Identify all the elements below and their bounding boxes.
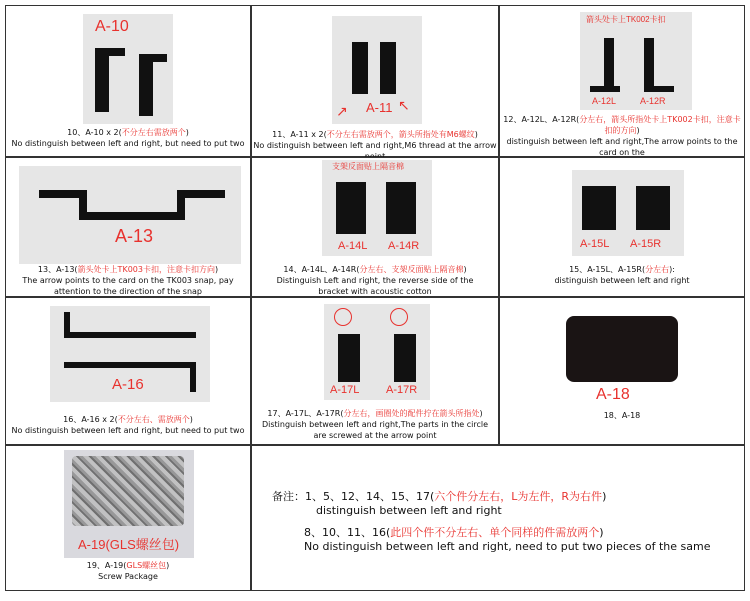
bracket-12r <box>644 38 654 92</box>
part-label-left: A-17L <box>330 384 360 396</box>
arrow-icon: ↗ <box>336 104 348 120</box>
bracket-15r <box>636 186 670 230</box>
crossbar-mid2 <box>177 190 185 220</box>
part-photo-a10 <box>83 14 173 124</box>
cell-a10 <box>5 5 251 157</box>
note-line-4: No distinguish between left and right, need to put two pieces of the same <box>304 540 711 553</box>
caption-a13: 13、A-13(箭头处卡上TK003卡扣，注意卡扣方向) The arrow points to the card on the TK003 snap, pay attention to the direction of the snap <box>22 265 234 296</box>
cell-a12 <box>499 5 745 157</box>
caption-a11: 11、A-11 x 2(不分左右需放两个，箭头所指处有M6螺纹) No distinguish between left and right,M6 thread at the arrow <box>253 130 497 150</box>
part-photo-a19 <box>64 450 194 558</box>
part-label: A-13 <box>115 226 154 246</box>
part-label-left: A-14L <box>338 240 368 252</box>
bracket-12l-foot <box>590 86 620 92</box>
cell-a15 <box>499 157 745 297</box>
part-label: A-11 <box>366 100 393 115</box>
cell-a18 <box>499 297 745 445</box>
part-label-left: A-12L <box>592 96 617 106</box>
bracket-14r <box>386 182 416 234</box>
arrow-icon: ↖ <box>398 98 410 114</box>
caption-a17: 17、A-17L、A-17R(分左右，画圈处的配件拧在箭头所指处) Distinguish between left and right,The parts in the circle are screwed at the arrow point <box>261 409 489 440</box>
caption-a14: 14、A-14L、A-14R(分左右、支架反面贴上隔音棉) Distinguish Left and right, the reverse side of the bracket with acoustic cotton <box>276 265 474 296</box>
part-photo-a15 <box>572 170 684 256</box>
note-line-3: 8、10、11、16(此四个件不分左右、单个同样的件需放两个) <box>304 526 604 539</box>
part-label: A-10 <box>95 18 129 35</box>
rail-bottom-end <box>190 362 196 392</box>
note-line-1: 备注：1、5、12、14、15、17(六个件分左右，L为左件，R为右件) <box>272 490 607 503</box>
part-photo-a12 <box>580 12 692 110</box>
caption-a12: 12、A-12L、A-12R(分左右，箭头所指处卡上TK002卡扣，注意卡扣的方向) distinguish between left and right,The arrow points to the card on the <box>503 115 741 157</box>
bracket-17r <box>394 334 416 382</box>
rail-top-end <box>64 312 70 338</box>
part-label-right: A-14R <box>388 240 420 252</box>
part-photo-a17 <box>324 304 430 400</box>
bracket-15l <box>582 186 616 230</box>
spacer-left <box>352 42 368 94</box>
bracket-12r-foot <box>644 86 674 92</box>
part-label: A-19(GLS螺丝包) <box>78 537 180 552</box>
spacer-right <box>380 42 396 94</box>
crossbar-right <box>185 190 225 198</box>
top-label: 箭头处卡上TK002卡扣 <box>586 15 666 24</box>
cell-a19 <box>5 445 251 591</box>
screw-bags <box>72 456 184 526</box>
bracket-12l <box>604 38 614 92</box>
note-line-2: distinguish between left and right <box>316 504 502 517</box>
part-label-right: A-15R <box>630 238 662 250</box>
circle-icon <box>390 308 408 326</box>
crossbar-mid <box>79 190 87 220</box>
bracket-17l <box>338 334 360 382</box>
part-label-right: A-12R <box>640 96 666 106</box>
bracket-left <box>95 48 109 112</box>
caption-a10: 10、A-10 x 2(不分左右需放两个) No distinguish between left and right, but need to put two <box>11 128 245 148</box>
crossbar-center <box>87 212 177 220</box>
part-label-left: A-15L <box>580 238 610 250</box>
crossbar-left <box>39 190 79 198</box>
part-label: A-16 <box>112 376 144 393</box>
part-photo-a18 <box>560 308 686 408</box>
caption-a18: 18、A-18 <box>603 411 641 420</box>
caption-a16: 16、A-16 x 2(不分左右、需放两个) No distinguish between left and right, but need to put two <box>11 415 245 435</box>
circle-icon <box>334 308 352 326</box>
notes-panel <box>251 445 745 591</box>
bracket-right <box>139 54 153 116</box>
cell-a17 <box>251 297 499 445</box>
part-label-right: A-17R <box>386 384 418 396</box>
cell-a11 <box>251 5 499 157</box>
bracket-14l <box>336 182 366 234</box>
rail-bottom <box>64 362 196 368</box>
cell-a13 <box>5 157 251 297</box>
part-photo-a16 <box>50 306 210 402</box>
caption-a15: 15、A-15L、A-15R(分左右): distinguish between left and right <box>554 265 690 285</box>
top-label: 支架反面贴上隔音棉 <box>332 162 404 171</box>
rail-top <box>64 332 196 338</box>
cell-a14 <box>251 157 499 297</box>
part-photo-a14 <box>322 160 432 256</box>
part-photo-a13 <box>19 166 241 264</box>
panel-cover <box>566 316 678 382</box>
part-label: A-18 <box>596 386 630 403</box>
cell-a16 <box>5 297 251 445</box>
bracket-left-foot <box>95 48 125 56</box>
bracket-right-foot <box>139 54 167 62</box>
part-photo-a11 <box>332 16 422 124</box>
caption-a19: 19、A-19(GLS螺丝包) Screw Package <box>86 561 170 581</box>
